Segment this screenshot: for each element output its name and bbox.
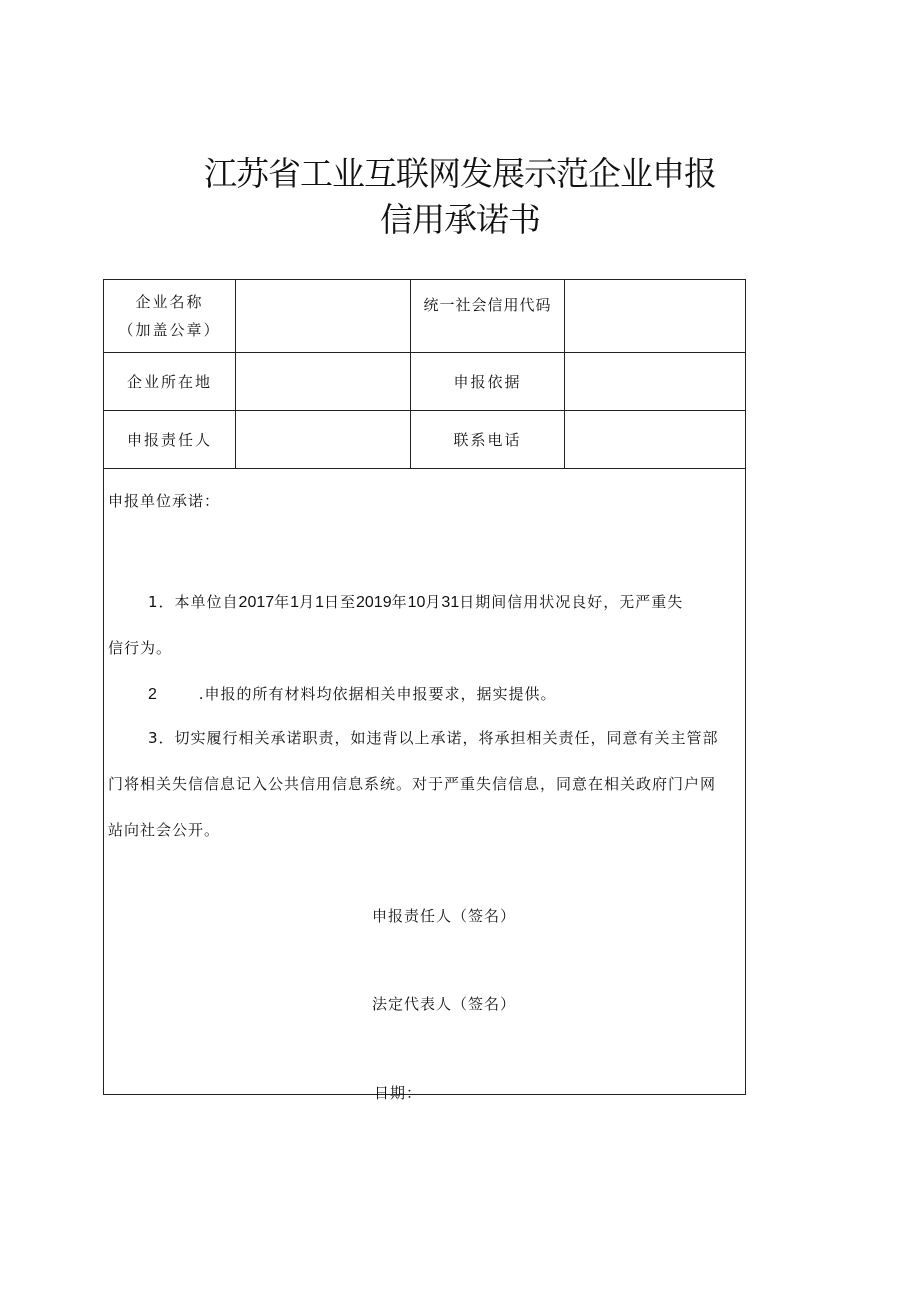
location-value[interactable] (236, 353, 410, 410)
responsible-value[interactable] (236, 411, 410, 468)
item-1-day-end: 31 (441, 594, 460, 611)
company-name-value[interactable] (236, 280, 410, 352)
phone-label: 联系电话 (453, 430, 522, 449)
document-title-line-2: 信用承诺书 (380, 200, 540, 239)
date-label: 日期： (374, 1084, 423, 1102)
phone-value[interactable] (565, 411, 745, 468)
phone-label-cell (411, 411, 564, 468)
responsible-signature-label: 申报责任人（签名） (372, 907, 517, 925)
commitment-item-3: 3．切实履行相关承诺职责，如违背以上承诺，将承担相关责任，同意有关主管部 (148, 729, 719, 747)
commitment-form (103, 279, 746, 1102)
company-name-label-cell (104, 280, 235, 352)
basis-label: 申报依据 (453, 372, 522, 391)
item-1-text: 1．本单位自 (148, 593, 239, 611)
company-name-label: 企业名称 (135, 293, 204, 311)
item-1-text: 月 (425, 593, 442, 611)
item-1-text: 年 (391, 593, 408, 611)
document-title-line-1: 江苏省工业互联网发展示范企业申报 (204, 154, 716, 193)
commitment-item-2 (148, 683, 556, 704)
credit-code-value[interactable] (565, 280, 745, 352)
basis-value[interactable] (565, 353, 745, 410)
item-1-year-start: 2017 (238, 594, 275, 611)
basis-label-cell (411, 353, 564, 410)
commitment-item-1-continued: 信行为。 (108, 639, 173, 657)
item-1-day-start: 1 (315, 594, 324, 611)
responsible-label-cell (104, 411, 235, 468)
row-divider (104, 468, 745, 469)
commitment-item-3-continued: 门将相关失信信息记入公共信用信息系统。对于严重失信信息，同意在相关政府门户网 (108, 775, 717, 793)
location-label: 企业所在地 (126, 372, 212, 391)
item-2-number: 2 (148, 686, 157, 703)
commitment-item-1 (148, 591, 683, 612)
item-2-text: .申报的所有材料均依据相关申报要求，据实提供。 (198, 685, 557, 703)
item-1-year-end: 2019 (356, 594, 392, 611)
responsible-label: 申报责任人 (126, 430, 212, 449)
commitment-item-3-continued: 站向社会公开。 (108, 821, 221, 839)
credit-code-label: 统一社会信用代码 (423, 296, 552, 314)
item-1-text: 日期间信用状况良好，无严重失 (459, 593, 684, 611)
item-1-text: 日至 (323, 593, 356, 611)
item-1-text: 月 (299, 593, 316, 611)
credit-code-label-cell (411, 280, 564, 330)
item-1-month-end: 10 (407, 594, 426, 611)
item-1-text: 年 (274, 593, 291, 611)
location-label-cell (104, 353, 235, 410)
company-seal-note: （加盖公章） (118, 321, 221, 339)
item-1-month-start: 1 (290, 594, 300, 611)
legal-rep-signature-label: 法定代表人（签名） (372, 995, 517, 1013)
commitment-heading: 申报单位承诺： (108, 492, 221, 510)
